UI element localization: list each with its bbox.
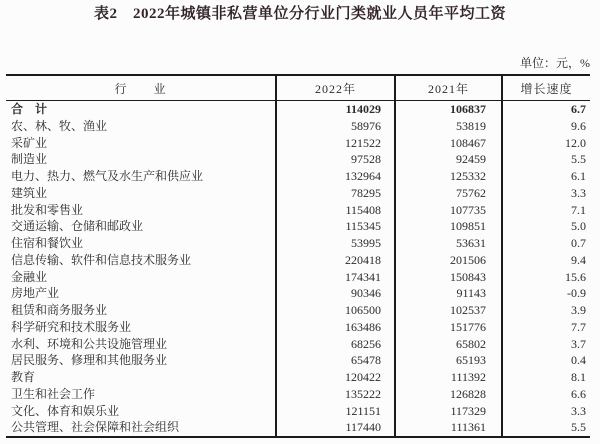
industry-cell: 制造业 — [6, 151, 276, 168]
table-row — [6, 202, 590, 219]
growth-rate-cell: 3.3 — [571, 403, 586, 418]
growth-rate-cell: -0.9 — [567, 286, 586, 301]
industry-cell: 居民服务、修理和其他服务业 — [6, 352, 276, 369]
value-2021-cell: 125332 — [395, 168, 502, 185]
value-2021-cell: 106837 — [395, 101, 502, 118]
value-2022-cell: 65478 — [276, 352, 395, 369]
value-2021-cell: 201506 — [395, 252, 502, 269]
value-2021-cell: 111361 — [395, 419, 502, 437]
table-row — [6, 235, 590, 252]
value-2022-cell: 120422 — [276, 369, 395, 386]
value-2021-cell: 117329 — [395, 403, 502, 420]
value-2022-cell: 78295 — [276, 185, 395, 202]
industry-cell: 建筑业 — [6, 185, 276, 202]
growth-rate-cell: 15.6 — [565, 269, 586, 284]
growth-rate-cell: 9.6 — [571, 118, 586, 133]
industry-cell: 租赁和商务服务业 — [6, 302, 276, 319]
document-page — [0, 5, 600, 444]
page-title: 表2 2022年城镇非私营单位分行业门类就业人员年平均工资 — [93, 6, 506, 22]
value-2022-cell: 121151 — [276, 403, 395, 420]
growth-rate-cell: 0.7 — [571, 236, 586, 250]
value-2021-cell: 65193 — [395, 352, 502, 369]
table-row — [6, 168, 590, 185]
column-header-2022: 2022年 — [276, 75, 395, 101]
industry-cell: 批发和零售业 — [6, 202, 276, 219]
value-2021-cell: 151776 — [395, 319, 502, 336]
column-header-2021: 2021年 — [395, 75, 502, 101]
column-header-growth: 增长速度 — [502, 75, 590, 101]
value-2021-cell: 92459 — [395, 151, 502, 168]
table-row — [6, 369, 590, 386]
value-2021-cell: 126828 — [395, 386, 502, 403]
growth-rate-cell: 12.0 — [565, 135, 586, 150]
table-row — [6, 302, 590, 319]
growth-rate-cell: 6.7 — [571, 102, 586, 116]
value-2022-cell: 135222 — [276, 386, 395, 403]
value-2022-cell: 106500 — [276, 302, 395, 319]
value-2022-cell: 114029 — [276, 101, 395, 118]
table-row — [6, 419, 590, 437]
table-row — [6, 403, 590, 420]
growth-rate-cell: 9.4 — [571, 252, 586, 267]
industry-cell: 教育 — [6, 369, 276, 386]
growth-rate-cell: 3.9 — [571, 303, 586, 317]
table-row — [6, 285, 590, 302]
industry-cell: 科学研究和技术服务业 — [6, 319, 276, 336]
value-2021-cell: 108467 — [395, 135, 502, 152]
value-2022-cell: 132964 — [276, 168, 395, 185]
industry-cell: 文化、体育和娱乐业 — [6, 403, 276, 420]
value-2022-cell: 68256 — [276, 336, 395, 353]
value-2021-cell: 102537 — [395, 302, 502, 319]
growth-rate-cell: 5.5 — [571, 152, 586, 167]
value-2021-cell: 111392 — [395, 369, 502, 386]
value-2022-cell: 117440 — [276, 419, 395, 437]
table-row — [6, 101, 590, 118]
industry-cell: 卫生和社会工作 — [6, 386, 276, 403]
value-2022-cell: 97528 — [276, 151, 395, 168]
growth-rate-cell: 3.7 — [571, 336, 586, 351]
industry-cell: 房地产业 — [6, 285, 276, 302]
growth-rate-cell: 5.0 — [571, 219, 586, 234]
growth-rate-cell: 7.7 — [571, 319, 586, 334]
table-row — [6, 118, 590, 135]
industry-cell: 信息传输、软件和信息技术服务业 — [6, 252, 276, 269]
table-row — [6, 185, 590, 202]
value-2022-cell: 163486 — [276, 319, 395, 336]
industry-cell: 水利、环境和公共设施管理业 — [6, 336, 276, 353]
table-row — [6, 319, 590, 336]
table-row — [6, 218, 590, 235]
value-2022-cell: 115408 — [276, 202, 395, 219]
growth-rate-cell: 5.5 — [571, 420, 586, 435]
value-2022-cell: 90346 — [276, 285, 395, 302]
growth-rate-cell: 6.6 — [571, 386, 586, 401]
table-header — [6, 75, 590, 101]
unit-note: 单位：元，% — [520, 56, 590, 70]
table-row — [6, 386, 590, 403]
table-header-row — [6, 75, 590, 101]
industry-cell: 住宿和餐饮业 — [6, 235, 276, 252]
industry-cell: 交通运输、仓储和邮政业 — [6, 218, 276, 235]
value-2022-cell: 174341 — [276, 269, 395, 286]
table-row — [6, 269, 590, 286]
value-2022-cell: 53995 — [276, 235, 395, 252]
growth-rate-cell: 3.3 — [571, 185, 586, 200]
table-body — [6, 101, 590, 438]
wage-table — [6, 74, 590, 438]
value-2021-cell: 53819 — [395, 118, 502, 135]
value-2021-cell: 109851 — [395, 218, 502, 235]
value-2022-cell: 220418 — [276, 252, 395, 269]
column-header-industry: 行 业 — [6, 75, 276, 101]
growth-rate-cell: 6.1 — [571, 169, 586, 183]
growth-rate-cell: 0.4 — [571, 353, 586, 368]
table-row — [6, 336, 590, 353]
value-2021-cell: 91143 — [395, 285, 502, 302]
value-2021-cell: 107735 — [395, 202, 502, 219]
value-2021-cell: 53631 — [395, 235, 502, 252]
table-row — [6, 252, 590, 269]
industry-cell: 金融业 — [6, 269, 276, 286]
table-row — [6, 352, 590, 369]
industry-cell: 电力、热力、燃气及水生产和供应业 — [6, 168, 276, 185]
value-2022-cell: 121522 — [276, 135, 395, 152]
value-2021-cell: 75762 — [395, 185, 502, 202]
industry-cell: 公共管理、社会保障和社会组织 — [6, 419, 276, 437]
table-row — [6, 135, 590, 152]
table-row — [6, 151, 590, 168]
growth-rate-cell: 7.1 — [571, 202, 586, 217]
value-2021-cell: 150843 — [395, 269, 502, 286]
growth-rate-cell: 8.1 — [571, 370, 586, 384]
industry-cell: 合 计 — [6, 101, 276, 118]
value-2022-cell: 115345 — [276, 218, 395, 235]
value-2021-cell: 65802 — [395, 336, 502, 353]
value-2022-cell: 58976 — [276, 118, 395, 135]
industry-cell: 采矿业 — [6, 135, 276, 152]
industry-cell: 农、林、牧、渔业 — [6, 118, 276, 135]
